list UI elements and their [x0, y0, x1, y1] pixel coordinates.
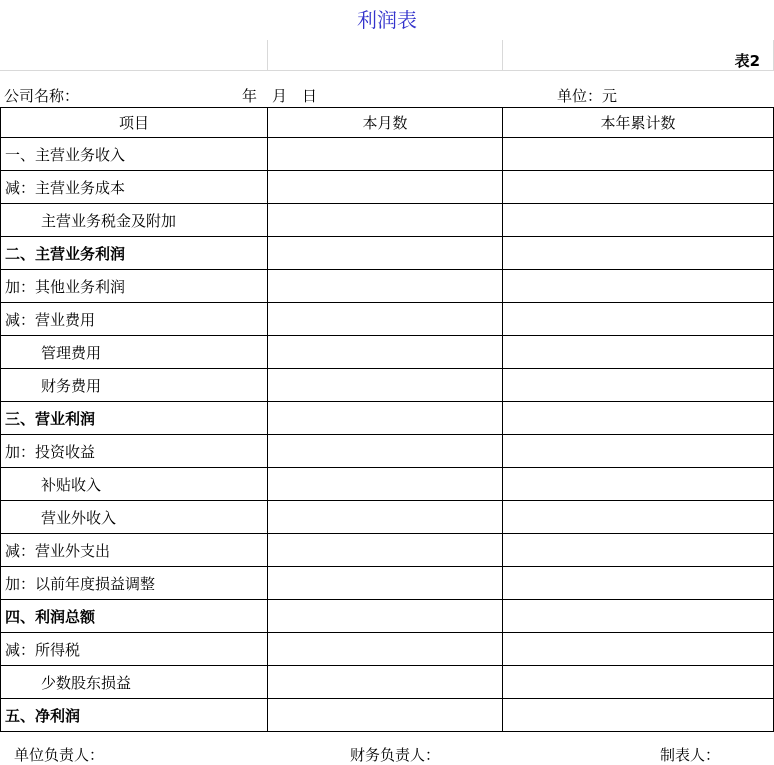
month-value-cell[interactable]	[268, 369, 503, 402]
table-row	[1, 402, 774, 435]
month-value-cell[interactable]	[268, 138, 503, 171]
month-value-cell[interactable]	[268, 303, 503, 336]
blank-cell[interactable]	[0, 40, 268, 71]
row-label: 加：其他业务利润	[1, 270, 268, 303]
ytd-value-cell[interactable]	[503, 237, 774, 270]
row-label: 减：营业费用	[1, 303, 268, 336]
row-label: 加：以前年度损益调整	[1, 567, 268, 600]
row-label: 减：主营业务成本	[1, 171, 268, 204]
ytd-value-cell[interactable]	[503, 270, 774, 303]
table-row	[1, 435, 774, 468]
table-row	[1, 336, 774, 369]
table-row	[1, 468, 774, 501]
row-label: 五、净利润	[1, 699, 268, 732]
unit-head-signature-label: 单位负责人：	[14, 746, 105, 764]
row-label: 少数股东损益	[1, 666, 268, 699]
month-value-cell[interactable]	[268, 336, 503, 369]
column-header-ytd: 本年累计数	[503, 108, 774, 138]
table-row	[1, 270, 774, 303]
ytd-value-cell[interactable]	[503, 171, 774, 204]
table-row	[1, 666, 774, 699]
table-row	[1, 369, 774, 402]
ytd-value-cell[interactable]	[503, 633, 774, 666]
row-label: 减：营业外支出	[1, 534, 268, 567]
column-header-month: 本月数	[268, 108, 503, 138]
month-value-cell[interactable]	[268, 402, 503, 435]
table-row	[1, 171, 774, 204]
ytd-value-cell[interactable]	[503, 699, 774, 732]
table-row	[1, 138, 774, 171]
row-label: 管理费用	[1, 336, 268, 369]
month-value-cell[interactable]	[268, 534, 503, 567]
ytd-value-cell[interactable]	[503, 567, 774, 600]
ytd-value-cell[interactable]	[503, 666, 774, 699]
row-label: 二、主营业务利润	[1, 237, 268, 270]
ytd-value-cell[interactable]	[503, 468, 774, 501]
row-label: 四、利润总额	[1, 600, 268, 633]
row-label: 主营业务税金及附加	[1, 204, 268, 237]
ytd-value-cell[interactable]	[503, 534, 774, 567]
row-label: 三、营业利润	[1, 402, 268, 435]
month-value-cell[interactable]	[268, 468, 503, 501]
column-header-item: 项目	[1, 108, 268, 138]
month-value-cell[interactable]	[268, 600, 503, 633]
month-value-cell[interactable]	[268, 501, 503, 534]
report-title: 利润表	[357, 8, 417, 32]
table-number: 表2	[734, 52, 760, 70]
company-name-label: 公司名称：	[4, 87, 80, 105]
blank-cell[interactable]	[268, 40, 503, 71]
row-label: 财务费用	[1, 369, 268, 402]
table-row	[1, 237, 774, 270]
row-label: 加：投资收益	[1, 435, 268, 468]
ytd-value-cell[interactable]	[503, 336, 774, 369]
row-label: 营业外收入	[1, 501, 268, 534]
table-row	[1, 501, 774, 534]
table-row	[1, 600, 774, 633]
unit-label: 单位：元	[557, 87, 618, 105]
month-value-cell[interactable]	[268, 171, 503, 204]
month-value-cell[interactable]	[268, 237, 503, 270]
table-row	[1, 699, 774, 732]
blank-header-row	[0, 40, 774, 71]
month-value-cell[interactable]	[268, 666, 503, 699]
ytd-value-cell[interactable]	[503, 369, 774, 402]
ytd-value-cell[interactable]	[503, 435, 774, 468]
ytd-value-cell[interactable]	[503, 303, 774, 336]
month-value-cell[interactable]	[268, 567, 503, 600]
row-label: 一、主营业务收入	[1, 138, 268, 171]
month-value-cell[interactable]	[268, 204, 503, 237]
row-label: 减：所得税	[1, 633, 268, 666]
date-label: 年 月 日	[242, 87, 318, 105]
month-value-cell[interactable]	[268, 270, 503, 303]
finance-head-signature-label: 财务负责人：	[350, 746, 441, 764]
table-row	[1, 204, 774, 237]
month-value-cell[interactable]	[268, 699, 503, 732]
row-label: 补贴收入	[1, 468, 268, 501]
income-statement-table	[0, 107, 774, 732]
table-row	[1, 633, 774, 666]
ytd-value-cell[interactable]	[503, 600, 774, 633]
ytd-value-cell[interactable]	[503, 501, 774, 534]
ytd-value-cell[interactable]	[503, 138, 774, 171]
month-value-cell[interactable]	[268, 633, 503, 666]
month-value-cell[interactable]	[268, 435, 503, 468]
preparer-signature-label: 制表人：	[660, 746, 721, 764]
table-row	[1, 303, 774, 336]
blank-cell[interactable]	[503, 40, 774, 71]
ytd-value-cell[interactable]	[503, 204, 774, 237]
table-header-row	[1, 108, 774, 138]
table-row	[1, 567, 774, 600]
ytd-value-cell[interactable]	[503, 402, 774, 435]
table-row	[1, 534, 774, 567]
